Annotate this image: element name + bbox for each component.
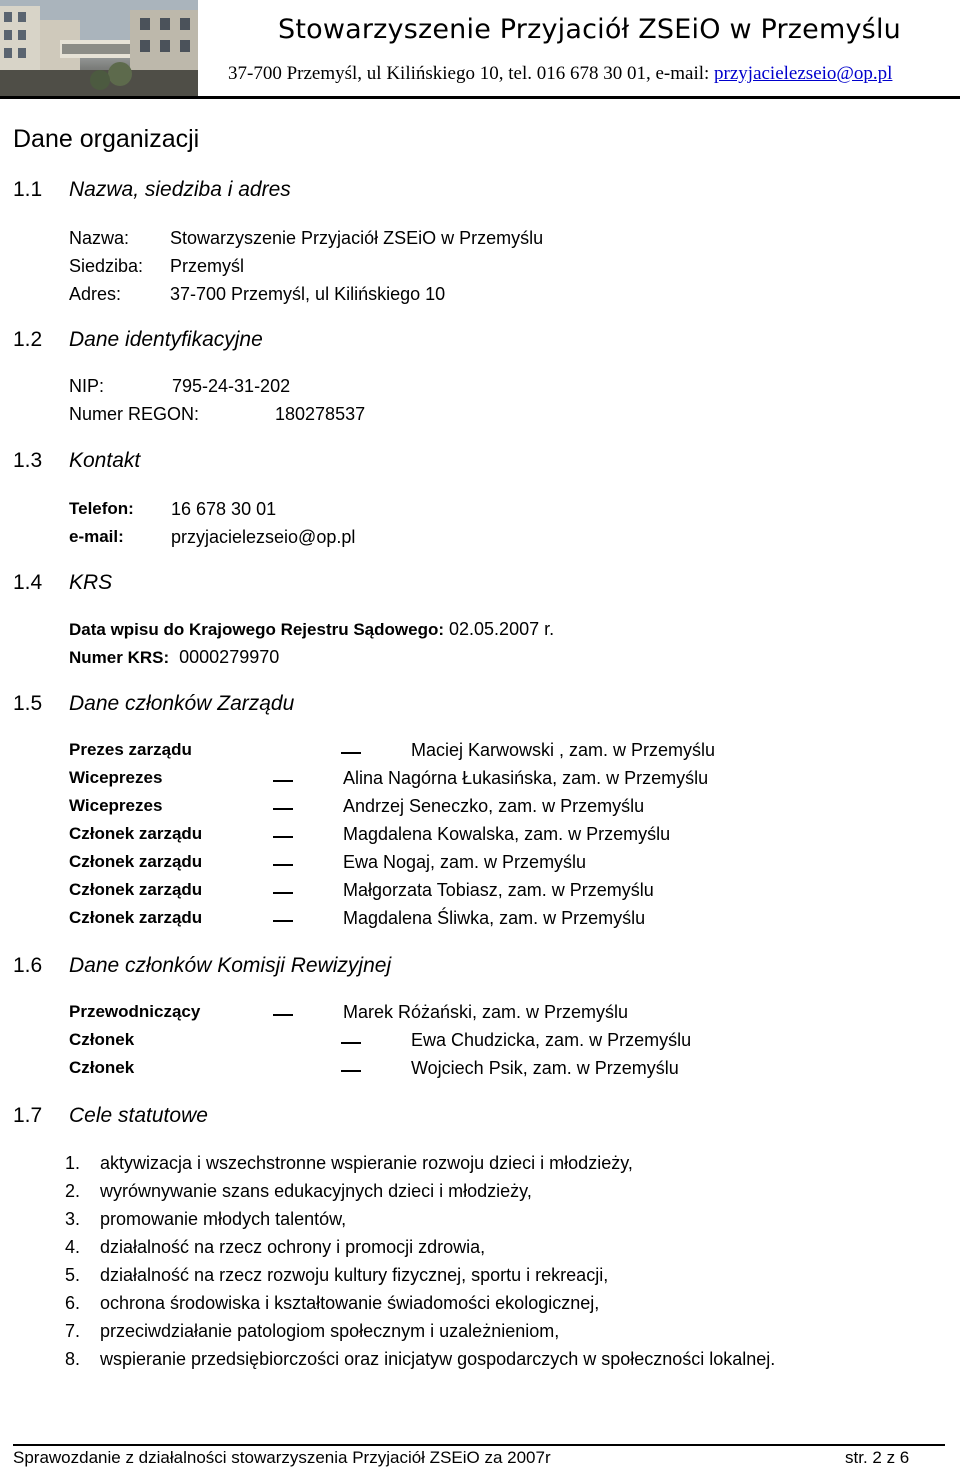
board-member-person: Alina Nagórna Łukasińska, zam. w Przemyślu — [343, 768, 709, 788]
section-1-1-number: 1.1 — [13, 178, 43, 201]
committee-member-person: Marek Różański, zam. w Przemyślu — [343, 1002, 629, 1022]
board-member-role: Wiceprezes — [69, 768, 163, 787]
page-header — [0, 0, 960, 99]
section-1-6-number: 1.6 — [13, 954, 43, 977]
siedziba-label: Siedziba: — [69, 256, 144, 276]
krs-number-label: Numer KRS: — [69, 648, 170, 667]
goal-number: 6. — [65, 1293, 81, 1313]
adres-value: 37-700 Przemyśl, ul Kilińskiego 10 — [170, 284, 446, 304]
goal-number: 1. — [65, 1153, 81, 1173]
committee-member-person: Wojciech Psik, zam. w Przemyślu — [411, 1058, 679, 1078]
board-member-role: Członek zarządu — [69, 824, 203, 843]
goal-text: promowanie młodych talentów, — [100, 1209, 347, 1229]
board-member-dash — [273, 920, 293, 922]
section-1-5-title: Dane członków Zarządu — [69, 692, 295, 715]
regon-value: 180278537 — [275, 404, 366, 424]
nip-value: 795-24-31-202 — [172, 376, 291, 396]
section-1-4-number: 1.4 — [13, 571, 43, 594]
nip-label: NIP: — [69, 376, 105, 396]
board-member-person: Magdalena Kowalska, zam. w Przemyślu — [343, 824, 671, 844]
telefon-label: Telefon: — [69, 499, 134, 518]
krs-date-row — [69, 619, 554, 640]
committee-member-role: Przewodniczący — [69, 1002, 201, 1021]
nazwa-value: Stowarzyszenie Przyjaciół ZSEiO w Przemyślu — [170, 228, 544, 248]
header-title: Stowarzyszenie Przyjaciół ZSEiO w Przemyślu — [278, 14, 901, 45]
committee-member-role: Członek — [69, 1030, 135, 1049]
section-1-7-number: 1.7 — [13, 1104, 43, 1127]
board-member-dash — [273, 836, 293, 838]
board-member-dash — [273, 780, 293, 782]
header-email-link[interactable]: przyjacielezseio@op.pl — [714, 63, 893, 84]
board-member-person: Andrzej Seneczko, zam. w Przemyślu — [343, 796, 645, 816]
board-member-role: Prezes zarządu — [69, 740, 192, 759]
board-member-role: Członek zarządu — [69, 880, 203, 899]
section-1-3-title: Kontakt — [69, 449, 141, 472]
nazwa-label: Nazwa: — [69, 228, 130, 248]
section-1-2-number: 1.2 — [13, 328, 43, 351]
email-label: e-mail: — [69, 527, 124, 546]
email-value[interactable]: przyjacielezseio@op.pl — [171, 527, 356, 547]
committee-member-person: Ewa Chudzicka, zam. w Przemyślu — [411, 1030, 692, 1050]
section-1-5-number: 1.5 — [13, 692, 43, 715]
krs-date-label: Data wpisu do Krajowego Rejestru Sądowego: — [69, 620, 444, 639]
board-member-person: Magdalena Śliwka, zam. w Przemyślu — [343, 908, 646, 928]
regon-label: Numer REGON: — [69, 404, 200, 424]
goal-number: 5. — [65, 1265, 81, 1285]
krs-number-row — [69, 647, 279, 668]
goal-text: działalność na rzecz ochrony i promocji zdrowia, — [100, 1237, 486, 1257]
board-member-dash — [341, 752, 361, 754]
krs-number-value: 0000279970 — [179, 647, 280, 667]
board-member-person: Ewa Nogaj, zam. w Przemyślu — [343, 852, 587, 872]
goal-number: 8. — [65, 1349, 81, 1369]
committee-member-role: Członek — [69, 1058, 135, 1077]
board-member-role: Wiceprezes — [69, 796, 163, 815]
header-address — [228, 63, 892, 85]
board-member-role: Członek zarządu — [69, 852, 203, 871]
goal-text: aktywizacja i wszechstronne wspieranie rozwoju dzieci i młodzieży, — [100, 1153, 633, 1173]
section-1-2-title: Dane identyfikacyjne — [69, 328, 263, 351]
goal-text: przeciwdziałanie patologiom społecznym i uzależnieniom, — [100, 1321, 560, 1341]
committee-member-dash — [273, 1014, 293, 1016]
goal-text: ochrona środowiska i kształtowanie świadomości ekologicznej, — [100, 1293, 600, 1313]
header-address-text: 37-700 Przemyśl, ul Kilińskiego 10, tel. 016 678 30 01, e-mail: — [228, 63, 715, 84]
goal-number: 7. — [65, 1321, 81, 1341]
board-member-dash — [273, 892, 293, 894]
goal-number: 3. — [65, 1209, 81, 1229]
committee-member-dash — [341, 1042, 361, 1044]
section-1-3-number: 1.3 — [13, 449, 43, 472]
footer-divider — [13, 1444, 945, 1446]
section-1-6-title: Dane członków Komisji Rewizyjnej — [69, 954, 392, 977]
board-member-dash — [273, 808, 293, 810]
board-member-role: Członek zarządu — [69, 908, 203, 927]
goal-text: działalność na rzecz rozwoju kultury fizycznej, sportu i rekreacji, — [100, 1265, 609, 1285]
goal-text: wyrównywanie szans edukacyjnych dzieci i młodzieży, — [100, 1181, 532, 1201]
goal-number: 4. — [65, 1237, 81, 1257]
section-1-7-title: Cele statutowe — [69, 1104, 208, 1127]
committee-member-dash — [341, 1070, 361, 1072]
footer-report-title: Sprawozdanie z działalności stowarzyszenia Przyjaciół ZSEiO za 2007r — [13, 1448, 551, 1467]
board-member-dash — [273, 864, 293, 866]
board-member-person: Maciej Karwowski , zam. w Przemyślu — [411, 740, 716, 760]
goal-number: 2. — [65, 1181, 81, 1201]
page-title: Dane organizacji — [13, 125, 200, 153]
section-1-1-title: Nazwa, siedziba i adres — [69, 178, 291, 201]
school-building-photo — [0, 0, 198, 96]
goal-text: wspieranie przedsiębiorczości oraz inicjatyw gospodarczych w społeczności lokalnej. — [100, 1349, 776, 1369]
krs-date-value: 02.05.2007 r. — [449, 619, 555, 639]
board-member-person: Małgorzata Tobiasz, zam. w Przemyślu — [343, 880, 654, 900]
telefon-value: 16 678 30 01 — [171, 499, 277, 519]
adres-label: Adres: — [69, 284, 122, 304]
section-1-4-title: KRS — [69, 571, 113, 594]
footer-page-number: str. 2 z 6 — [845, 1448, 910, 1467]
siedziba-value: Przemyśl — [170, 256, 245, 276]
